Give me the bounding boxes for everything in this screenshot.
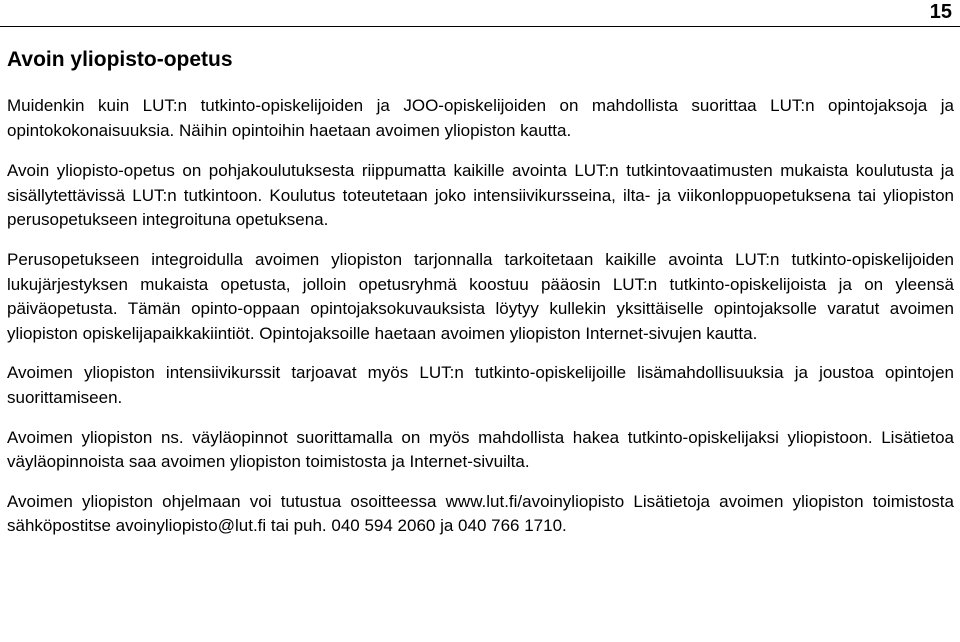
paragraph-intro: Muidenkin kuin LUT:n tutkinto-opiskelijoiden ja JOO-opiskelijoiden on mahdollista suorittaa LUT:n opintojaksoja ja opintokokonaisuuksia. Näihin opintoihin haetaan avoimen yliopiston kautta. bbox=[7, 96, 954, 140]
paragraph-intensive-courses: Avoimen yliopiston intensiivikurssit tarjoavat myös LUT:n tutkinto-opiskelijoille lisämahdollisuuksia ja joustoa opintojen suorittamiseen. bbox=[7, 363, 954, 407]
paragraph-open-university: Avoin yliopisto-opetus on pohjakoulutuksesta riippumatta kaikille avointa LUT:n tutkintovaatimusten mukaista koulutusta ja sisällytettävissä LUT:n tutkintoon. Koulutus toteutetaan joko intensiivikursseina, ilta- ja viikonloppuopetuksena tai yliopiston perusopetukseen integroituna opetuksena. bbox=[7, 161, 954, 230]
header-rule bbox=[0, 26, 960, 27]
document-body bbox=[7, 46, 954, 554]
paragraph-pathway-studies: Avoimen yliopiston ns. väyläopinnot suorittamalla on myös mahdollista hakea tutkinto-opiskelijaksi yliopistoon. Lisätietoa väyläopinnoista saa avoimen yliopiston toimistosta ja Internet-sivuilta. bbox=[7, 427, 954, 472]
paragraph-contact-info: Avoimen yliopiston ohjelmaan voi tutustua osoitteessa www.lut.fi/avoinyliopisto Lisätietoja avoimen yliopiston toimistosta sähköpostitse avoinyliopisto@lut.fi tai puh. 040 594 2060 ja 040 766 1710. bbox=[7, 491, 954, 536]
paragraph-integrated-teaching: Perusopetukseen integroidulla avoimen yliopiston tarjonnalla tarkoitetaan kaikille avointa LUT:n tutkinto-opiskelijoiden lukujärjestyksen mukaista opetusta, jolloin opetusryhmä koostuu pääosin LUT:n tutkinto-opiskelijoista ja on yleensä päiväopetusta. Tämän opinto-oppaan opintojaksokuvauksista löytyy kullekin yksittäiselle opintojaksolle varatut avoimen yliopiston opiskelijapaikkakiintiöt. Opintojaksoille haetaan avoimen yliopiston Internet-sivujen kautta. bbox=[7, 249, 954, 343]
page-header bbox=[0, 0, 960, 30]
section-title: Avoin yliopisto-opetus bbox=[7, 48, 233, 71]
page-number: 15 bbox=[929, 1, 952, 23]
